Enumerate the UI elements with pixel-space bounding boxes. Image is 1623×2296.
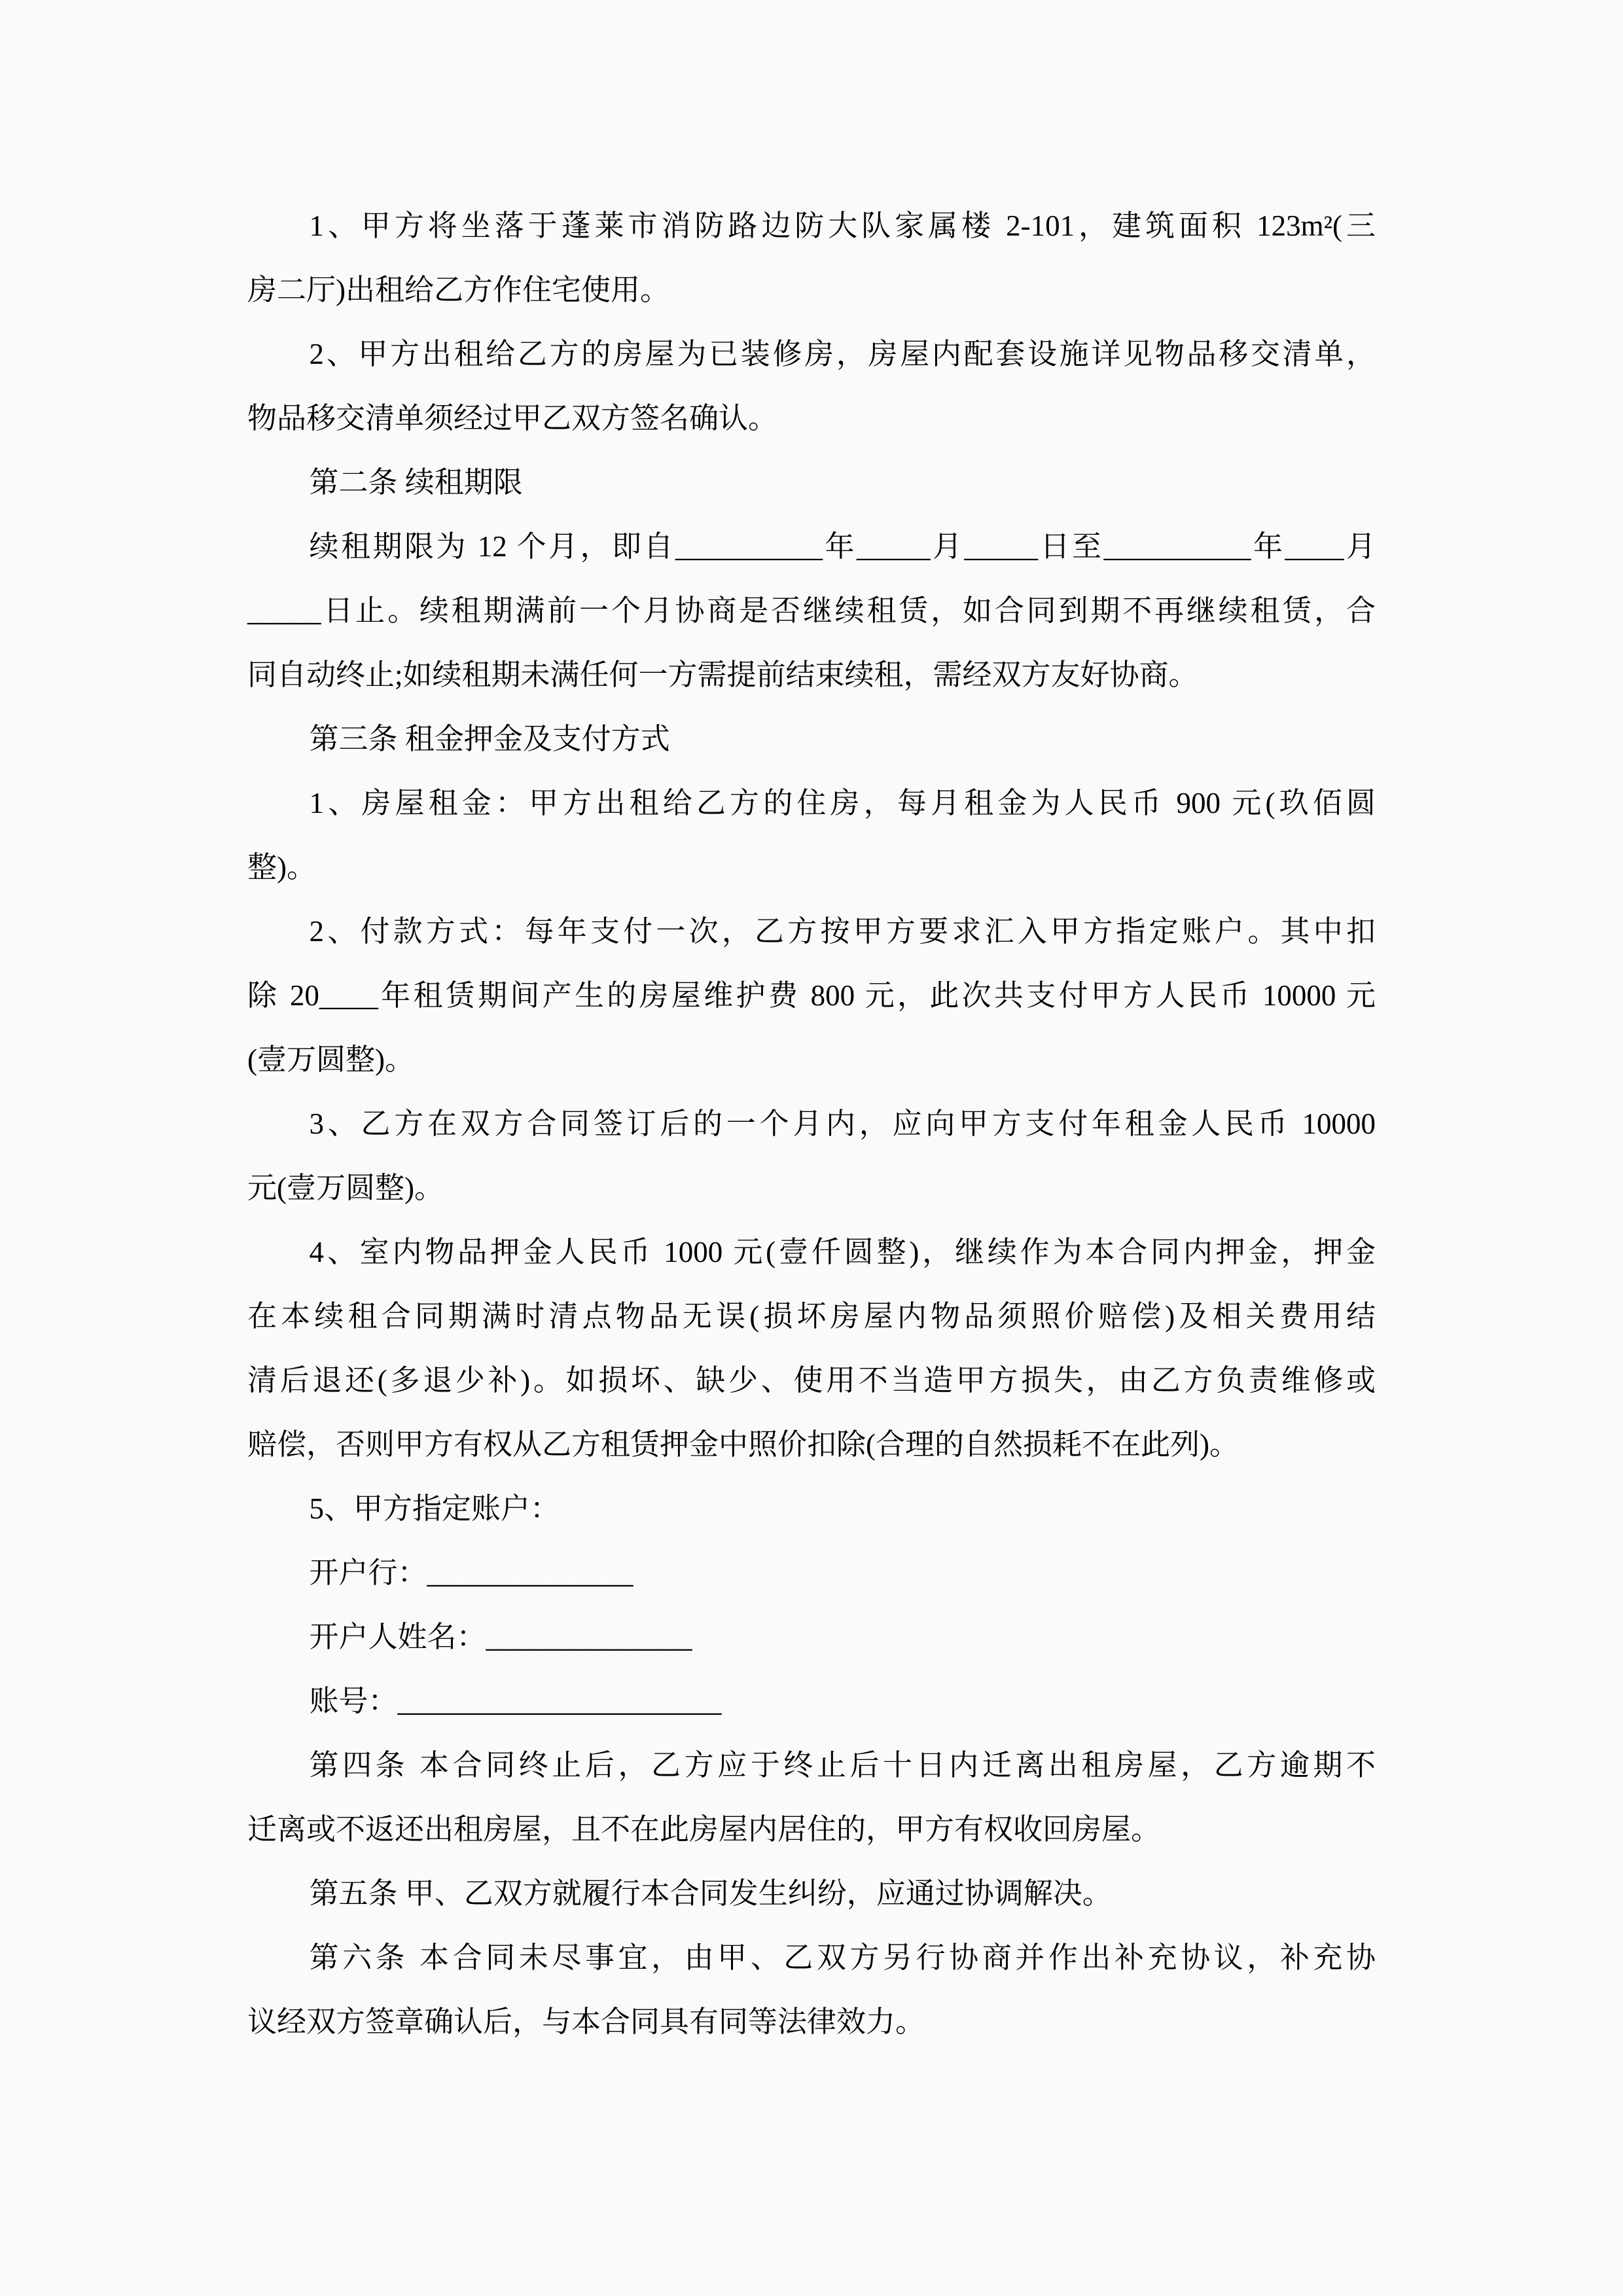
contract-line: 房二厅)出租给乙方作住宅使用。	[247, 274, 669, 306]
account-blank-line: 账号：______________________	[309, 1685, 722, 1717]
section-heading: 第三条 租金押金及支付方式	[309, 723, 670, 755]
contract-line: 元(壹万圆整)。	[247, 1172, 444, 1204]
contract-line: 赔偿，否则甲方有权从乙方租赁押金中照价扣除(合理的自然损耗不在此列)。	[247, 1428, 1239, 1461]
contract-line: 议经双方签章确认后，与本合同具有同等法律效力。	[247, 2005, 925, 2038]
contract-line: 5、甲方指定账户：	[309, 1492, 560, 1525]
contract-line: 清后退还(多退少补)。如损坏、缺少、使用不当造甲方损失，由乙方负责维修或	[247, 1364, 1376, 1397]
contract-line: 第六条 本合同未尽事宜，由甲、乙双方另行协商并作出补充协议，补充协	[309, 1941, 1376, 1974]
contract-line: 物品移交清单须经过甲乙双方签名确认。	[247, 402, 778, 435]
contract-line: 1、甲方将坐落于蓬莱市消防路边防大队家属楼 2-101，建筑面积 123m²(三	[309, 209, 1376, 242]
contract-line: 迁离或不返还出租房屋，且不在此房屋内居住的，甲方有权收回房屋。	[247, 1813, 1161, 1846]
contract-line: 1、房屋租金：甲方出租给乙方的住房，每月租金为人民币 900 元(玖佰圆	[309, 787, 1376, 819]
contract-line: _____日止。续租期满前一个月协商是否继续租赁，如合同到期不再继续租赁，合	[247, 594, 1376, 627]
contract-line: 同自动终止;如续租期未满任何一方需提前结束续租，需经双方友好协商。	[247, 658, 1198, 691]
section-heading: 第二条 续租期限	[309, 466, 523, 499]
account-blank-line: 开户人姓名：______________	[309, 1621, 692, 1653]
contract-line: 2、甲方出租给乙方的房屋为已装修房，房屋内配套设施详见物品移交清单，	[309, 338, 1376, 370]
contract-line: 第五条 甲、乙双方就履行本合同发生纠纷，应通过协调解决。	[309, 1877, 1112, 1910]
contract-line: 第四条 本合同终止后，乙方应于终止后十日内迁离出租房屋，乙方逾期不	[309, 1749, 1376, 1782]
contract-line: 4、室内物品押金人民币 1000 元(壹仟圆整)，继续作为本合同内押金，押金	[309, 1236, 1376, 1268]
contract-line: (壹万圆整)。	[247, 1043, 414, 1076]
contract-line: 在本续租合同期满时清点物品无误(损坏房屋内物品须照价赔偿)及相关费用结	[247, 1300, 1376, 1333]
contract-line: 整)。	[247, 851, 316, 884]
contract-line: 3、乙方在双方合同签订后的一个月内，应向甲方支付年租金人民币 10000	[309, 1107, 1376, 1140]
contract-line: 2、付款方式：每年支付一次，乙方按甲方要求汇入甲方指定账户。其中扣	[309, 915, 1376, 948]
contract-line: 除 20____年租赁期间产生的房屋维护费 800 元，此次共支付甲方人民币 10000 元	[247, 979, 1376, 1012]
contract-line: 续租期限为 12 个月，即自__________年_____月_____日至__________年____月	[309, 530, 1376, 563]
account-blank-line: 开户行：______________	[309, 1556, 633, 1589]
